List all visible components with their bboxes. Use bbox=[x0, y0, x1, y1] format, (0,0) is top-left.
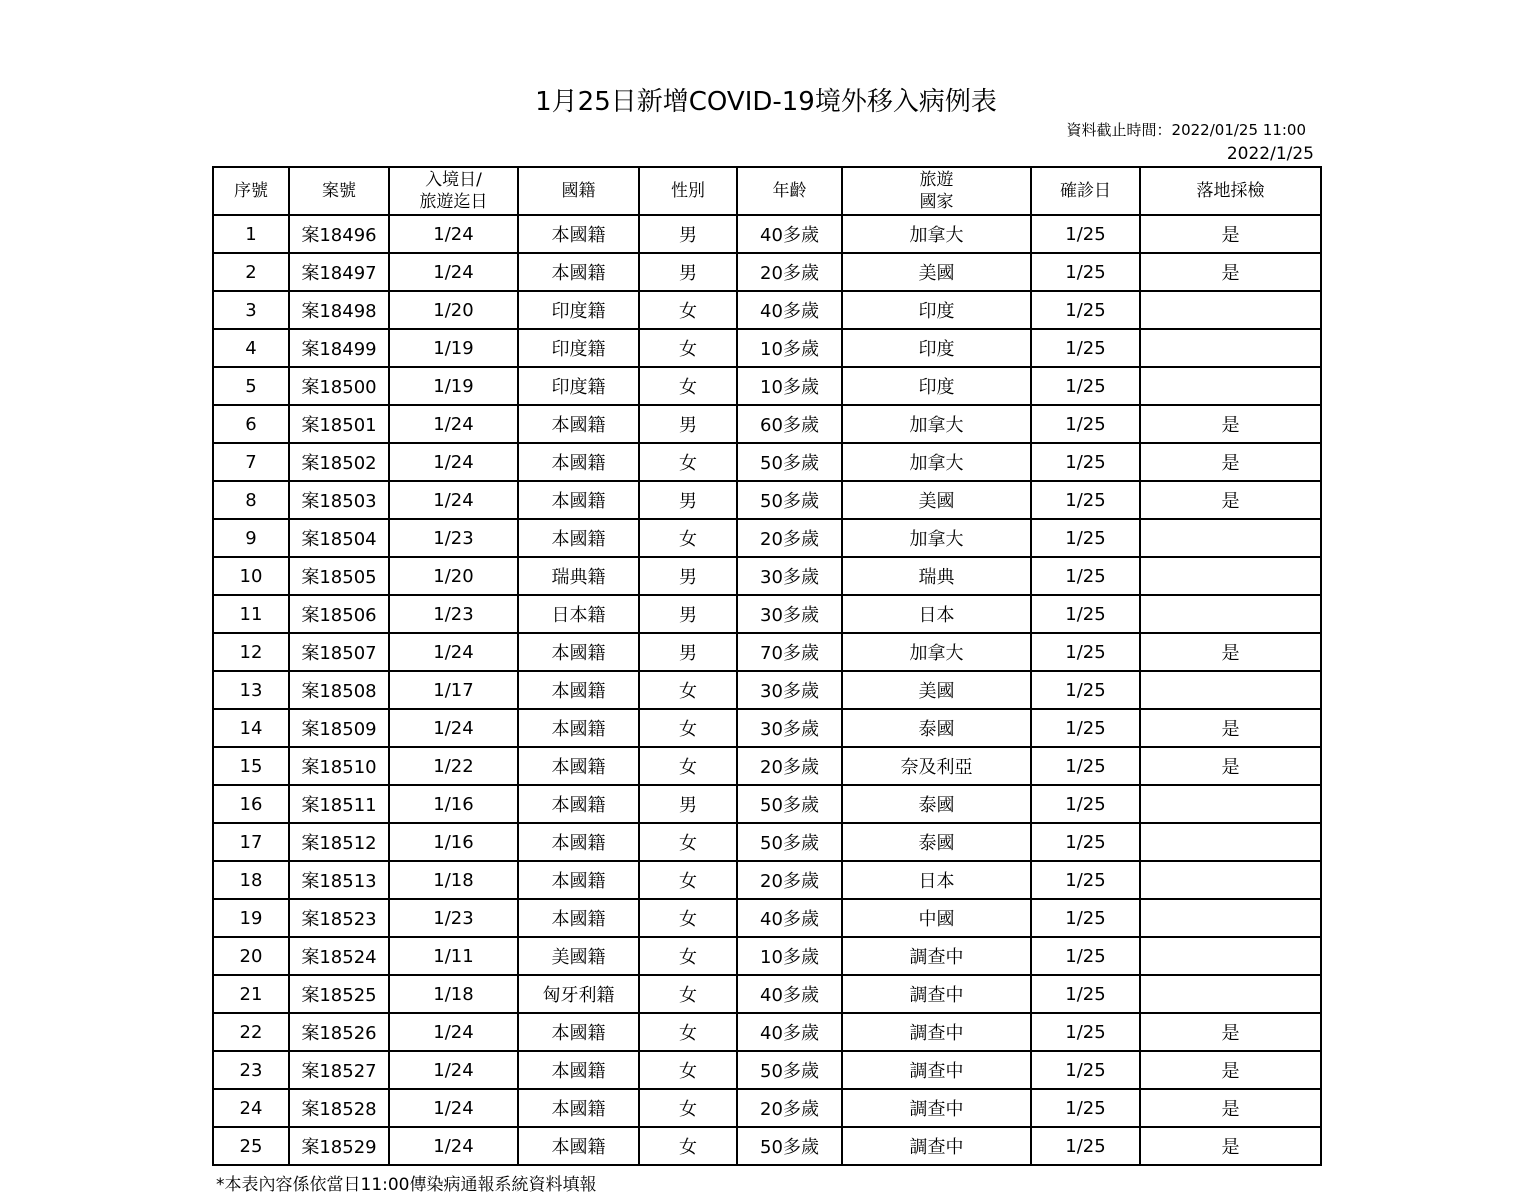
cell-nationality: 本國籍 bbox=[518, 861, 639, 899]
cell-case-no: 案18504 bbox=[289, 519, 389, 557]
cell-entry-date: 1/16 bbox=[389, 785, 518, 823]
cell-travel-country: 泰國 bbox=[842, 785, 1031, 823]
cell-case-no: 案18496 bbox=[289, 215, 389, 253]
cell-seq: 7 bbox=[213, 443, 289, 481]
cell-confirm-date: 1/25 bbox=[1031, 747, 1140, 785]
cell-confirm-date: 1/25 bbox=[1031, 975, 1140, 1013]
cell-age: 50多歲 bbox=[737, 443, 842, 481]
cell-seq: 1 bbox=[213, 215, 289, 253]
cell-sex: 女 bbox=[639, 671, 737, 709]
cell-sex: 男 bbox=[639, 557, 737, 595]
cell-sex: 女 bbox=[639, 329, 737, 367]
cell-seq: 16 bbox=[213, 785, 289, 823]
table-body bbox=[213, 215, 1321, 1165]
cell-case-no: 案18508 bbox=[289, 671, 389, 709]
cell-travel-country: 日本 bbox=[842, 861, 1031, 899]
cell-seq: 24 bbox=[213, 1089, 289, 1127]
cell-landing-test: 是 bbox=[1140, 709, 1321, 747]
cell-age: 40多歲 bbox=[737, 899, 842, 937]
cell-nationality: 本國籍 bbox=[518, 671, 639, 709]
cell-confirm-date: 1/25 bbox=[1031, 291, 1140, 329]
cell-landing-test: 是 bbox=[1140, 1051, 1321, 1089]
cell-travel-country: 調查中 bbox=[842, 1127, 1031, 1165]
cell-case-no: 案18512 bbox=[289, 823, 389, 861]
cell-seq: 6 bbox=[213, 405, 289, 443]
cell-travel-country: 加拿大 bbox=[842, 215, 1031, 253]
cell-seq: 12 bbox=[213, 633, 289, 671]
cell-travel-country: 美國 bbox=[842, 481, 1031, 519]
cell-confirm-date: 1/25 bbox=[1031, 709, 1140, 747]
cell-entry-date: 1/24 bbox=[389, 709, 518, 747]
cell-age: 20多歲 bbox=[737, 519, 842, 557]
cell-seq: 14 bbox=[213, 709, 289, 747]
table-row bbox=[213, 861, 1321, 899]
header-confirm-date: 確診日 bbox=[1031, 167, 1140, 215]
table-row bbox=[213, 519, 1321, 557]
cell-nationality: 日本籍 bbox=[518, 595, 639, 633]
cell-nationality: 本國籍 bbox=[518, 1089, 639, 1127]
cell-age: 30多歲 bbox=[737, 557, 842, 595]
cell-case-no: 案18509 bbox=[289, 709, 389, 747]
cell-entry-date: 1/23 bbox=[389, 519, 518, 557]
cell-age: 70多歲 bbox=[737, 633, 842, 671]
cell-nationality: 本國籍 bbox=[518, 253, 639, 291]
cell-age: 30多歲 bbox=[737, 671, 842, 709]
footnote: *本表內容係依當日11:00傳染病通報系統資料填報 bbox=[216, 1175, 597, 1195]
cell-confirm-date: 1/25 bbox=[1031, 899, 1140, 937]
cell-travel-country: 加拿大 bbox=[842, 443, 1031, 481]
cell-confirm-date: 1/25 bbox=[1031, 215, 1140, 253]
table-row bbox=[213, 291, 1321, 329]
cell-landing-test bbox=[1140, 367, 1321, 405]
table-row bbox=[213, 899, 1321, 937]
cell-entry-date: 1/24 bbox=[389, 1089, 518, 1127]
cell-confirm-date: 1/25 bbox=[1031, 557, 1140, 595]
cell-age: 60多歲 bbox=[737, 405, 842, 443]
cell-entry-date: 1/18 bbox=[389, 975, 518, 1013]
cell-nationality: 印度籍 bbox=[518, 291, 639, 329]
cell-landing-test bbox=[1140, 937, 1321, 975]
cell-confirm-date: 1/25 bbox=[1031, 519, 1140, 557]
header-seq: 序號 bbox=[213, 167, 289, 215]
cell-travel-country: 瑞典 bbox=[842, 557, 1031, 595]
cell-age: 30多歲 bbox=[737, 595, 842, 633]
cell-landing-test bbox=[1140, 671, 1321, 709]
cell-travel-country: 美國 bbox=[842, 253, 1031, 291]
cell-sex: 男 bbox=[639, 595, 737, 633]
cell-sex: 男 bbox=[639, 215, 737, 253]
cell-sex: 女 bbox=[639, 899, 737, 937]
cell-confirm-date: 1/25 bbox=[1031, 823, 1140, 861]
cell-sex: 女 bbox=[639, 367, 737, 405]
cell-case-no: 案18526 bbox=[289, 1013, 389, 1051]
table-row bbox=[213, 823, 1321, 861]
cell-age: 40多歲 bbox=[737, 215, 842, 253]
cell-case-no: 案18497 bbox=[289, 253, 389, 291]
cell-nationality: 本國籍 bbox=[518, 747, 639, 785]
cell-case-no: 案18510 bbox=[289, 747, 389, 785]
cell-age: 50多歲 bbox=[737, 785, 842, 823]
cell-case-no: 案18506 bbox=[289, 595, 389, 633]
header-travel-country: 旅遊 國家 bbox=[842, 167, 1031, 215]
table-row bbox=[213, 633, 1321, 671]
table-row bbox=[213, 253, 1321, 291]
cell-age: 20多歲 bbox=[737, 861, 842, 899]
cell-sex: 女 bbox=[639, 519, 737, 557]
cell-nationality: 本國籍 bbox=[518, 215, 639, 253]
cell-confirm-date: 1/25 bbox=[1031, 671, 1140, 709]
cell-case-no: 案18523 bbox=[289, 899, 389, 937]
cell-nationality: 本國籍 bbox=[518, 709, 639, 747]
cell-age: 50多歲 bbox=[737, 481, 842, 519]
cell-landing-test: 是 bbox=[1140, 443, 1321, 481]
cell-entry-date: 1/24 bbox=[389, 253, 518, 291]
table-header bbox=[213, 167, 1321, 215]
table-row bbox=[213, 481, 1321, 519]
cell-nationality: 本國籍 bbox=[518, 519, 639, 557]
cell-confirm-date: 1/25 bbox=[1031, 1127, 1140, 1165]
cell-landing-test bbox=[1140, 291, 1321, 329]
cell-sex: 男 bbox=[639, 481, 737, 519]
cell-landing-test: 是 bbox=[1140, 1089, 1321, 1127]
cell-nationality: 瑞典籍 bbox=[518, 557, 639, 595]
cell-nationality: 本國籍 bbox=[518, 1013, 639, 1051]
cell-landing-test: 是 bbox=[1140, 1127, 1321, 1165]
cell-travel-country: 泰國 bbox=[842, 709, 1031, 747]
cell-seq: 11 bbox=[213, 595, 289, 633]
cell-nationality: 本國籍 bbox=[518, 785, 639, 823]
cell-sex: 女 bbox=[639, 1127, 737, 1165]
cell-age: 50多歲 bbox=[737, 823, 842, 861]
cell-sex: 男 bbox=[639, 253, 737, 291]
cell-case-no: 案18505 bbox=[289, 557, 389, 595]
cell-entry-date: 1/22 bbox=[389, 747, 518, 785]
cell-confirm-date: 1/25 bbox=[1031, 595, 1140, 633]
data-cutoff-time: 資料截止時間：2022/01/25 11:00 bbox=[1066, 121, 1306, 139]
cell-confirm-date: 1/25 bbox=[1031, 861, 1140, 899]
cell-travel-country: 印度 bbox=[842, 291, 1031, 329]
page-title: 1月25日新增COVID-19境外移入病例表 bbox=[535, 87, 997, 117]
table-row bbox=[213, 215, 1321, 253]
cell-confirm-date: 1/25 bbox=[1031, 253, 1140, 291]
cell-case-no: 案18503 bbox=[289, 481, 389, 519]
cell-entry-date: 1/20 bbox=[389, 557, 518, 595]
cell-entry-date: 1/19 bbox=[389, 367, 518, 405]
cell-age: 50多歲 bbox=[737, 1127, 842, 1165]
cell-nationality: 本國籍 bbox=[518, 823, 639, 861]
cell-landing-test: 是 bbox=[1140, 215, 1321, 253]
cell-travel-country: 印度 bbox=[842, 329, 1031, 367]
cell-landing-test bbox=[1140, 785, 1321, 823]
cell-age: 40多歲 bbox=[737, 975, 842, 1013]
cell-sex: 男 bbox=[639, 405, 737, 443]
cell-sex: 女 bbox=[639, 1051, 737, 1089]
date-stamp: 2022/1/25 bbox=[1226, 144, 1314, 164]
cell-entry-date: 1/24 bbox=[389, 405, 518, 443]
cell-case-no: 案18500 bbox=[289, 367, 389, 405]
cell-seq: 25 bbox=[213, 1127, 289, 1165]
cell-sex: 女 bbox=[639, 937, 737, 975]
cell-age: 50多歲 bbox=[737, 1051, 842, 1089]
cell-case-no: 案18501 bbox=[289, 405, 389, 443]
cell-travel-country: 調查中 bbox=[842, 1089, 1031, 1127]
cell-seq: 8 bbox=[213, 481, 289, 519]
cell-entry-date: 1/16 bbox=[389, 823, 518, 861]
table-row bbox=[213, 975, 1321, 1013]
cell-age: 10多歲 bbox=[737, 937, 842, 975]
table-row bbox=[213, 367, 1321, 405]
cell-entry-date: 1/19 bbox=[389, 329, 518, 367]
cell-sex: 女 bbox=[639, 861, 737, 899]
cell-landing-test bbox=[1140, 519, 1321, 557]
cell-landing-test bbox=[1140, 595, 1321, 633]
cell-case-no: 案18529 bbox=[289, 1127, 389, 1165]
cell-confirm-date: 1/25 bbox=[1031, 367, 1140, 405]
header-sex: 性別 bbox=[639, 167, 737, 215]
cell-nationality: 本國籍 bbox=[518, 481, 639, 519]
cell-confirm-date: 1/25 bbox=[1031, 329, 1140, 367]
cell-landing-test: 是 bbox=[1140, 405, 1321, 443]
table-row bbox=[213, 747, 1321, 785]
cell-landing-test bbox=[1140, 557, 1321, 595]
cell-age: 20多歲 bbox=[737, 747, 842, 785]
cell-case-no: 案18527 bbox=[289, 1051, 389, 1089]
table-row bbox=[213, 443, 1321, 481]
cell-case-no: 案18513 bbox=[289, 861, 389, 899]
cell-case-no: 案18511 bbox=[289, 785, 389, 823]
table-row bbox=[213, 937, 1321, 975]
cell-case-no: 案18502 bbox=[289, 443, 389, 481]
cell-landing-test bbox=[1140, 861, 1321, 899]
cell-sex: 女 bbox=[639, 1089, 737, 1127]
cell-sex: 男 bbox=[639, 785, 737, 823]
cell-confirm-date: 1/25 bbox=[1031, 405, 1140, 443]
cell-seq: 13 bbox=[213, 671, 289, 709]
cell-age: 30多歲 bbox=[737, 709, 842, 747]
cell-travel-country: 奈及利亞 bbox=[842, 747, 1031, 785]
header-nationality: 國籍 bbox=[518, 167, 639, 215]
cell-landing-test bbox=[1140, 899, 1321, 937]
table-row bbox=[213, 595, 1321, 633]
cell-landing-test: 是 bbox=[1140, 747, 1321, 785]
cell-confirm-date: 1/25 bbox=[1031, 785, 1140, 823]
cell-case-no: 案18507 bbox=[289, 633, 389, 671]
cell-nationality: 本國籍 bbox=[518, 633, 639, 671]
cell-seq: 20 bbox=[213, 937, 289, 975]
cell-age: 40多歲 bbox=[737, 291, 842, 329]
cell-seq: 2 bbox=[213, 253, 289, 291]
cell-nationality: 印度籍 bbox=[518, 367, 639, 405]
cell-confirm-date: 1/25 bbox=[1031, 1051, 1140, 1089]
cell-travel-country: 調查中 bbox=[842, 1013, 1031, 1051]
cell-sex: 女 bbox=[639, 1013, 737, 1051]
cell-seq: 21 bbox=[213, 975, 289, 1013]
cell-seq: 19 bbox=[213, 899, 289, 937]
cell-entry-date: 1/24 bbox=[389, 215, 518, 253]
cell-travel-country: 中國 bbox=[842, 899, 1031, 937]
cell-age: 10多歲 bbox=[737, 367, 842, 405]
cell-nationality: 本國籍 bbox=[518, 405, 639, 443]
cell-nationality: 本國籍 bbox=[518, 899, 639, 937]
cell-nationality: 美國籍 bbox=[518, 937, 639, 975]
table-row bbox=[213, 1013, 1321, 1051]
table-row bbox=[213, 1089, 1321, 1127]
cell-sex: 女 bbox=[639, 709, 737, 747]
cases-table bbox=[212, 166, 1322, 1166]
table-row bbox=[213, 785, 1321, 823]
cell-entry-date: 1/23 bbox=[389, 899, 518, 937]
cell-landing-test bbox=[1140, 975, 1321, 1013]
cell-confirm-date: 1/25 bbox=[1031, 633, 1140, 671]
cell-case-no: 案18525 bbox=[289, 975, 389, 1013]
cell-entry-date: 1/11 bbox=[389, 937, 518, 975]
cell-entry-date: 1/24 bbox=[389, 633, 518, 671]
cell-travel-country: 日本 bbox=[842, 595, 1031, 633]
cell-seq: 15 bbox=[213, 747, 289, 785]
header-age: 年齡 bbox=[737, 167, 842, 215]
cell-sex: 女 bbox=[639, 747, 737, 785]
cell-entry-date: 1/18 bbox=[389, 861, 518, 899]
cell-case-no: 案18524 bbox=[289, 937, 389, 975]
cell-entry-date: 1/24 bbox=[389, 1127, 518, 1165]
cell-travel-country: 調查中 bbox=[842, 975, 1031, 1013]
cell-nationality: 本國籍 bbox=[518, 1051, 639, 1089]
cell-entry-date: 1/20 bbox=[389, 291, 518, 329]
cell-landing-test bbox=[1140, 329, 1321, 367]
cell-age: 20多歲 bbox=[737, 1089, 842, 1127]
cell-seq: 18 bbox=[213, 861, 289, 899]
table-row bbox=[213, 329, 1321, 367]
cell-nationality: 本國籍 bbox=[518, 1127, 639, 1165]
table-row bbox=[213, 405, 1321, 443]
cell-landing-test: 是 bbox=[1140, 1013, 1321, 1051]
table-row bbox=[213, 557, 1321, 595]
cell-travel-country: 加拿大 bbox=[842, 633, 1031, 671]
table-row bbox=[213, 1127, 1321, 1165]
cell-age: 40多歲 bbox=[737, 1013, 842, 1051]
cell-nationality: 匈牙利籍 bbox=[518, 975, 639, 1013]
cell-seq: 5 bbox=[213, 367, 289, 405]
cell-confirm-date: 1/25 bbox=[1031, 937, 1140, 975]
cell-landing-test bbox=[1140, 823, 1321, 861]
cell-travel-country: 調查中 bbox=[842, 937, 1031, 975]
cell-entry-date: 1/24 bbox=[389, 1013, 518, 1051]
header-case-no: 案號 bbox=[289, 167, 389, 215]
header-landing-test: 落地採檢 bbox=[1140, 167, 1321, 215]
cell-travel-country: 加拿大 bbox=[842, 405, 1031, 443]
table-row bbox=[213, 709, 1321, 747]
cell-age: 10多歲 bbox=[737, 329, 842, 367]
cell-seq: 9 bbox=[213, 519, 289, 557]
cell-landing-test: 是 bbox=[1140, 253, 1321, 291]
cell-landing-test: 是 bbox=[1140, 481, 1321, 519]
header-row bbox=[213, 167, 1321, 215]
cell-seq: 4 bbox=[213, 329, 289, 367]
cell-entry-date: 1/23 bbox=[389, 595, 518, 633]
cell-confirm-date: 1/25 bbox=[1031, 1013, 1140, 1051]
cell-travel-country: 美國 bbox=[842, 671, 1031, 709]
cell-confirm-date: 1/25 bbox=[1031, 1089, 1140, 1127]
cell-confirm-date: 1/25 bbox=[1031, 481, 1140, 519]
table-row bbox=[213, 1051, 1321, 1089]
cell-entry-date: 1/17 bbox=[389, 671, 518, 709]
cell-case-no: 案18528 bbox=[289, 1089, 389, 1127]
cell-case-no: 案18498 bbox=[289, 291, 389, 329]
cell-nationality: 本國籍 bbox=[518, 443, 639, 481]
cell-entry-date: 1/24 bbox=[389, 1051, 518, 1089]
cell-case-no: 案18499 bbox=[289, 329, 389, 367]
cell-entry-date: 1/24 bbox=[389, 443, 518, 481]
header-entry-date: 入境日/ 旅遊迄日 bbox=[389, 167, 518, 215]
cell-sex: 男 bbox=[639, 633, 737, 671]
cell-nationality: 印度籍 bbox=[518, 329, 639, 367]
cell-sex: 女 bbox=[639, 443, 737, 481]
cell-seq: 22 bbox=[213, 1013, 289, 1051]
cell-seq: 3 bbox=[213, 291, 289, 329]
cell-sex: 女 bbox=[639, 975, 737, 1013]
cell-travel-country: 印度 bbox=[842, 367, 1031, 405]
cell-seq: 10 bbox=[213, 557, 289, 595]
cell-travel-country: 泰國 bbox=[842, 823, 1031, 861]
cell-sex: 女 bbox=[639, 823, 737, 861]
cell-age: 20多歲 bbox=[737, 253, 842, 291]
cell-confirm-date: 1/25 bbox=[1031, 443, 1140, 481]
cell-sex: 女 bbox=[639, 291, 737, 329]
table-row bbox=[213, 671, 1321, 709]
cell-travel-country: 調查中 bbox=[842, 1051, 1031, 1089]
cell-travel-country: 加拿大 bbox=[842, 519, 1031, 557]
cell-landing-test: 是 bbox=[1140, 633, 1321, 671]
cell-seq: 17 bbox=[213, 823, 289, 861]
cell-seq: 23 bbox=[213, 1051, 289, 1089]
cell-entry-date: 1/24 bbox=[389, 481, 518, 519]
